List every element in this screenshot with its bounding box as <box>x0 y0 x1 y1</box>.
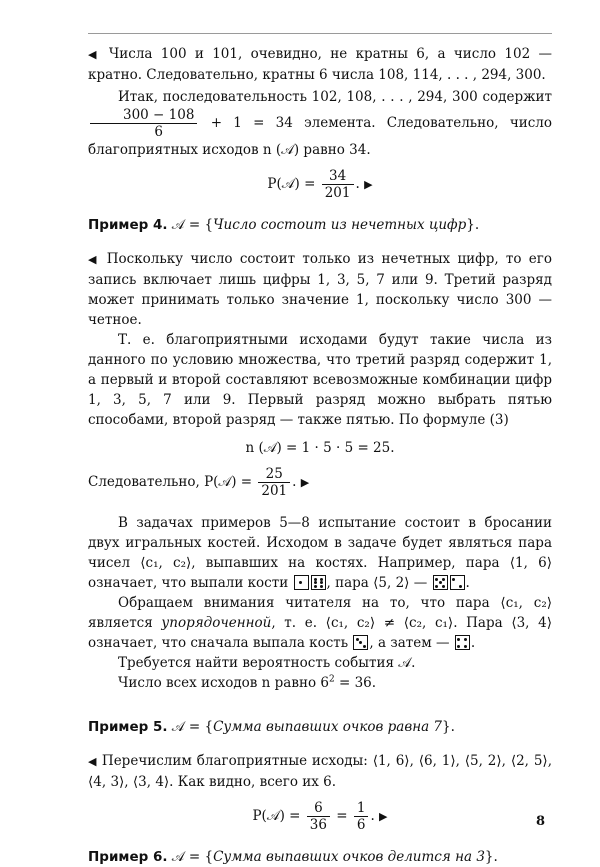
proof-end-icon: ▶ <box>364 178 373 191</box>
fraction-300-108: $\frac{300 - 108}{6}$ <box>90 107 197 140</box>
paragraph-5: Следовательно, P(𝒜) = $\frac{25}{201}$ . ▶ <box>88 466 310 499</box>
paragraph-10: ◀ Перечислим благоприятные исходы: ⟨1, 6⟩, ⟨6, 1⟩, ⟨5, 2⟩, ⟨2, 5⟩, ⟨4, 3⟩, ⟨3, 4⟩. Как видно, всего их 6. <box>88 753 552 790</box>
paragraph-7: Обращаем внимания читателя на то, что пара ⟨c₁, c₂⟩ является упорядоченной, т. е. ⟨c₁, c₂⟩ ≠ ⟨c₂, c₁⟩. Пара ⟨3, 4⟩ означает, что сначала выпала кость , а затем — . <box>88 595 552 651</box>
formula-3: P(𝒜) = $\frac{6}{36}$ = $\frac{1}{6}$ . ▶ <box>252 800 388 833</box>
paragraph-1-text: Числа 100 и 101, очевидно, не кратны 6, а число 102 — кратно. Следовательно, кратны 6 числа 108, 114, . . . , 294, 300. <box>88 46 552 83</box>
die-face-5-icon <box>433 575 448 590</box>
proof-start-icon: ◀ <box>88 253 100 266</box>
page-body <box>88 44 552 867</box>
proof-end-icon: ▶ <box>300 476 310 489</box>
die-face-1-icon <box>294 575 309 590</box>
example-5-heading: Пример 5. 𝒜 = {Сумма выпавших очков равна 7}. <box>88 719 455 735</box>
formula-1: P(𝒜) = $\frac{34}{201}$ . ▶ <box>267 168 373 201</box>
paragraph-3: ◀ Поскольку число состоит только из нечетных цифр, то его запись включает лишь цифры 1, 3, 5, 7 или 9. Третий разряд может принимать только значение 1, поскольку число 300 — четное. <box>88 251 552 328</box>
die-face-2-icon <box>450 575 465 590</box>
die-face-4-icon <box>455 635 470 650</box>
page-number: 8 <box>536 814 546 829</box>
header-rule <box>88 33 552 34</box>
paragraph-9: Число всех исходов n равно $6^2 = 36$. <box>118 674 377 691</box>
die-face-6-icon <box>311 575 326 590</box>
proof-start-icon: ◀ <box>88 48 101 61</box>
paragraph-4: Т. е. благоприятными исходами будут такие числа из данного по условию множества, что третий разряд содержит 1, а первый и второй составляют всевозможные комбинации цифр 1, 3, 5, 7 или 9. Первый разряд можно выбрать пятью способами, второй разряд — также пятью. По формуле (3) <box>88 332 552 428</box>
die-face-3-icon <box>353 635 368 650</box>
paragraph-6: В задачах примеров 5—8 испытание состоит в бросании двух игральных костей. Исходом в задаче будет являться пара чисел ⟨c₁, c₂⟩, выпавших на костях. Например, пара ⟨1, 6⟩ означает, что выпали кости , пара ⟨5, 2⟩ — . <box>88 515 552 591</box>
example-6-heading: Пример 6. 𝒜 = {Сумма выпавших очков делится на 3}. <box>88 849 498 865</box>
paragraph-2 <box>88 87 552 160</box>
paragraph-8: Требуется найти вероятность события 𝒜. <box>118 655 416 671</box>
paragraph-1 <box>88 44 552 85</box>
formula-2: n (𝒜) = 1 · 5 · 5 = 25. <box>245 440 395 456</box>
paragraph-2-pre: Итак, последовательность 102, 108, . . . , 294, 300 содержит <box>118 89 552 105</box>
example-4-heading: Пример 4. 𝒜 = {Число состоит из нечетных цифр}. <box>88 217 480 233</box>
proof-start-icon: ◀ <box>88 755 98 768</box>
proof-end-icon: ▶ <box>379 810 388 823</box>
paragraph-2-post: + 1 = 34 элемента. Следовательно, число благоприятных исходов n (𝒜) равно 34. <box>88 115 553 158</box>
